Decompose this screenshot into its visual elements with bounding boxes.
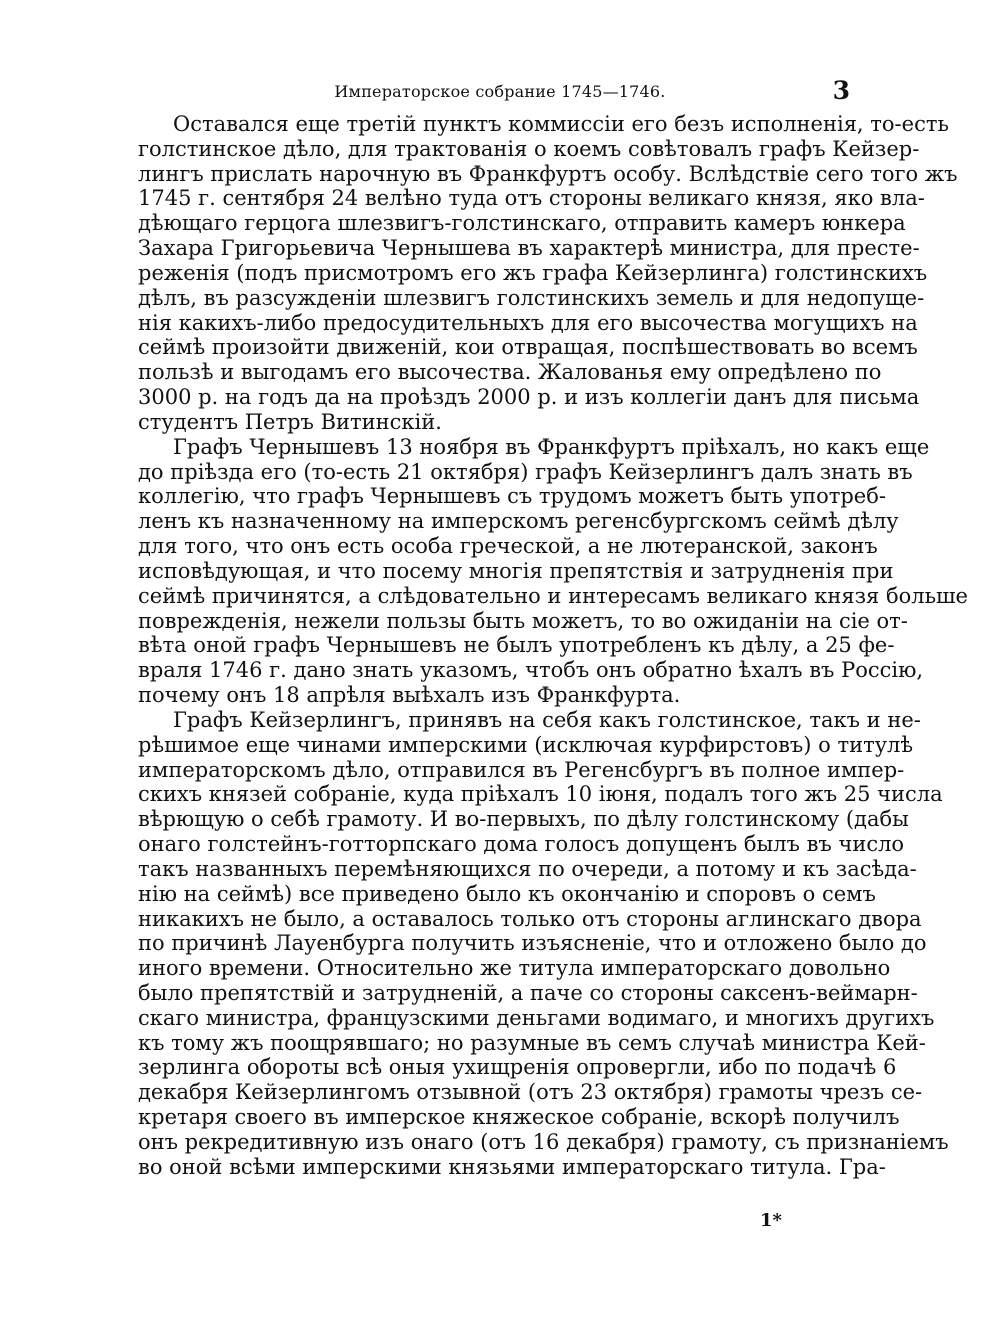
text-line: для того, что онъ есть особа греческой, а не лютеранской, законъ — [138, 534, 878, 559]
page-number: 3 — [832, 76, 850, 105]
text-line: было препятствій и затрудненій, а паче со стороны саксенъ-веймарн- — [138, 980, 918, 1005]
text-line: студентъ Петръ Витинскій. — [138, 409, 442, 434]
text-line: во оной всѣми имперскими князьями императорскаго титула. Гра- — [138, 1154, 886, 1179]
text-line: Захара Григорьевича Чернышева въ характерѣ министра, для престе- — [138, 236, 920, 261]
text-line: никакихъ не было, а оставалось только отъ стороны аглинскаго двора — [138, 906, 922, 931]
text-line: зерлинга обороты всѣ оныя ухищренія опровергли, ибо по подачѣ 6 — [138, 1055, 897, 1080]
text-line: 1745 г. сентября 24 велѣно туда отъ стороны великаго князя, яко вла- — [138, 186, 925, 211]
text-line: онъ рекредитивную изъ онаго (отъ 16 декабря) грамоту, съ признаніемъ — [138, 1129, 949, 1154]
text-line: враля 1746 г. дано знать указомъ, чтобъ онъ обратно ѣхалъ въ Россію, — [138, 658, 924, 683]
text-line: такъ названныхъ перемѣняющихся по очереди, а потому и къ засѣда- — [138, 856, 917, 881]
text-line: реженія (подъ присмотромъ его жъ графа Кейзерлинга) голстинскихъ — [138, 260, 928, 285]
text-line: коллегію, что графъ Чернышевъ съ трудомъ можетъ быть употреб- — [138, 484, 886, 509]
text-line: императорскомъ дѣло, отправился въ Регенсбургъ въ полное импер- — [138, 757, 905, 782]
text-line: дѣлъ, въ разсужденіи шлезвигъ голстинскихъ земель и для недопуще- — [138, 285, 925, 310]
text-line: Графъ Кейзерлингъ, принявъ на себя какъ голстинское, такъ и не- — [173, 707, 921, 732]
text-line: Графъ Чернышевъ 13 ноября въ Франкфуртъ пріѣхалъ, но какъ еще — [173, 434, 930, 459]
text-line: къ тому жъ поощрявшаго; но разумные въ семъ случаѣ министра Кей- — [138, 1030, 926, 1055]
text-line: до пріѣзда его (то-есть 21 октября) графъ Кейзерлингъ далъ знать въ — [138, 459, 913, 484]
text-line: вѣрющую о себѣ грамоту. И во-первыхъ, по дѣлу голстинскому (дабы — [138, 807, 909, 832]
text-line: Оставался еще третій пунктъ коммиссіи его безъ исполненія, то-есть — [173, 112, 949, 136]
text-line: дѣющаго герцога шлезвигъ-голстинскаго, отправить камеръ юнкера — [138, 211, 906, 236]
text-line: нія какихъ-либо предосудительныхъ для его высочества могущихъ на — [138, 310, 918, 335]
text-line: почему онъ 18 апрѣля выѣхалъ изъ Франкфурта. — [138, 683, 681, 708]
text-line: скихъ князей собраніе, куда пріѣхалъ 10 іюня, подалъ того жъ 25 числа — [138, 782, 943, 807]
text-line: исповѣдующая, и что посему многія препятствія и затрудненія при — [138, 558, 894, 583]
text-line: онаго голстейнъ-готторпскаго дома голосъ допущенъ былъ въ число — [138, 832, 905, 857]
text-line: ленъ къ назначенному на имперскомъ регенсбургскомъ сеймѣ дѣлу — [138, 509, 899, 534]
body-text — [138, 112, 968, 1180]
text-line: декабря Кейзерлингомъ отзывной (отъ 23 октября) грамоты чрезъ се- — [138, 1080, 923, 1105]
text-line: рѣшимое еще чинами имперскими (исключая курфирстовъ) о титулѣ — [138, 732, 914, 757]
text-line: сеймѣ произойти движеній, кои отвращая, поспѣшествовать во всемъ — [138, 335, 918, 360]
text-line: вѣта оной графъ Чернышевъ не былъ употребленъ къ дѣлу, а 25 фе- — [138, 633, 895, 658]
running-head: Императорское собрание 1745—1746. — [334, 82, 666, 101]
text-line: голстинское дѣло, для трактованія о коемъ совѣтовалъ графъ Кейзер- — [138, 136, 920, 161]
text-line: пользѣ и выгодамъ его высочества. Жалованья ему опредѣлено по — [138, 360, 882, 385]
text-line: по причинѣ Лауенбурга получить изъясненіе, что и отложено было до — [138, 931, 927, 956]
signature-mark: 1* — [760, 1210, 782, 1231]
text-line: лингъ прислать нарочную въ Франкфуртъ особу. Вслѣдствіе сего того жъ — [138, 161, 958, 186]
text-line: кретаря своего въ имперское княжеское собраніе, вскорѣ получилъ — [138, 1105, 900, 1130]
text-line: иного времени. Относительно же титула императорскаго довольно — [138, 956, 891, 981]
text-line: нію на сеймѣ) все приведено было къ окончанію и споровъ о семъ — [138, 881, 876, 906]
text-line: 3000 р. на годъ да на проѣздъ 2000 р. и изъ коллегіи данъ для письма — [138, 385, 920, 410]
text-line: сеймѣ причинятся, а слѣдовательно и интересамъ великаго князя больше — [138, 583, 968, 608]
text-line: поврежденія, нежели пользы быть можетъ, то во ожиданіи на сіе от- — [138, 608, 908, 633]
text-line: скаго министра, французскими деньгами водимаго, и многихъ другихъ — [138, 1005, 935, 1030]
